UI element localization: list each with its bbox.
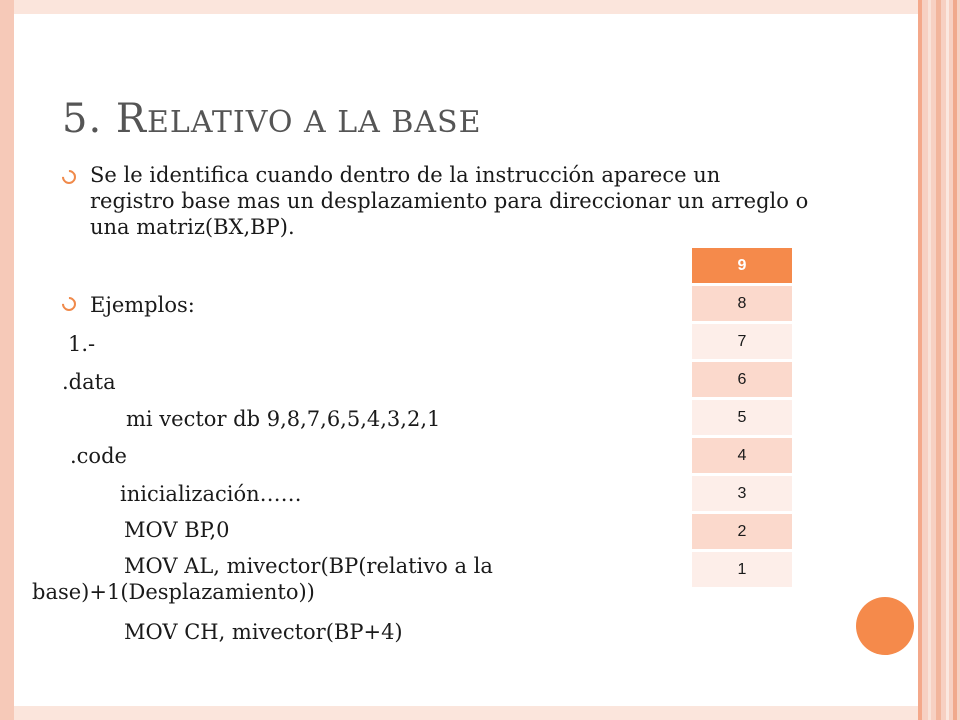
title-number: 5.: [62, 96, 116, 142]
code-line: .data: [62, 370, 116, 394]
decorative-circle: [856, 597, 914, 655]
code-line: MOV AL, mivector(BP(relativo a la: [124, 554, 493, 578]
memory-vector-table: [692, 248, 792, 590]
table-cell: 5: [692, 400, 792, 438]
title-initial: R: [115, 96, 148, 142]
bullet-text-definition: Se le identifica cuando dentro de la instrucción aparece un registro base mas un desplazamiento para direccionar un arreglo o una matriz(BX,BP).: [90, 163, 809, 239]
title-rest: ELATIVO A LA BASE: [147, 105, 482, 140]
decorative-stripe: [918, 0, 922, 720]
table-header-cell: 9: [692, 248, 792, 286]
table-cell: 8: [692, 286, 792, 324]
code-line: 1.-: [68, 332, 96, 356]
table-cell: 6: [692, 362, 792, 400]
table-cell: 7: [692, 324, 792, 362]
table-cell: 3: [692, 476, 792, 514]
bullet-icon: [59, 294, 79, 314]
code-line: base)+1(Desplazamiento)): [32, 580, 315, 604]
slide-border-left: [0, 0, 14, 720]
code-line: MOV CH, mivector(BP+4): [124, 620, 403, 644]
bullet-icon: [59, 167, 79, 187]
table-cell: 2: [692, 514, 792, 552]
code-line: .code: [70, 444, 127, 468]
code-line: MOV BP,0: [124, 518, 230, 542]
table-cell: 1: [692, 552, 792, 590]
bullet-text-examples: Ejemplos:: [90, 293, 195, 317]
code-line: mi vector db 9,8,7,6,5,4,3,2,1: [126, 407, 441, 431]
decorative-stripe: [953, 0, 957, 720]
table-cell: 4: [692, 438, 792, 476]
decorative-stripe: [946, 0, 949, 720]
code-line: inicialización……: [120, 482, 302, 506]
decorative-stripe: [936, 0, 941, 720]
slide-border-bottom: [14, 706, 918, 720]
slide-border-top: [14, 0, 918, 14]
slide-title: [62, 96, 481, 142]
decorative-stripe: [928, 0, 931, 720]
